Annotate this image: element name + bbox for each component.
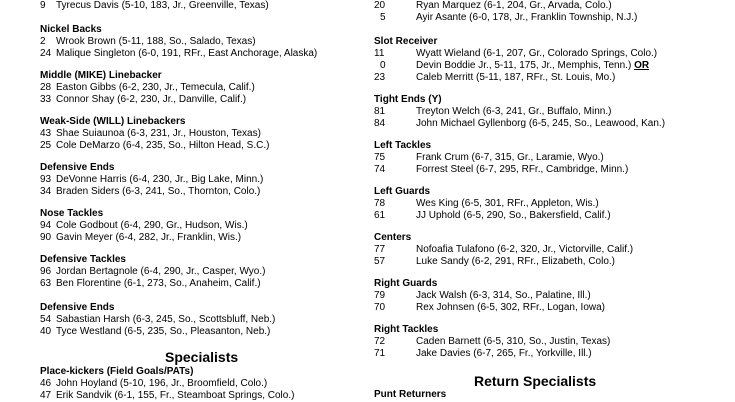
section-heading: Defensive Tackles xyxy=(40,254,126,265)
section-heading: Nose Tackles xyxy=(40,208,104,219)
jersey-number: 40 xyxy=(40,326,52,337)
player-name: Shae Suiaunoa (6-3, 231, Jr., Houston, Texas) xyxy=(56,128,261,139)
player-name: Nofoafia Tulafono (6-2, 320, Jr., Victorville, Calif.) xyxy=(416,244,634,255)
jersey-number: 46 xyxy=(40,378,52,389)
player-name: Erik Sandvik (6-1, 155, Fr., Steamboat Springs, Colo.) xyxy=(56,390,295,401)
section-heading: Centers xyxy=(374,232,412,243)
player-name: Ryan Marquez (6-1, 204, Gr., Arvada, Colo.) xyxy=(416,0,612,11)
jersey-number: 2 xyxy=(40,36,46,47)
jersey-number: 23 xyxy=(374,72,386,83)
section-heading: Left Guards xyxy=(374,186,431,197)
player-name-text: Devin Boddie Jr., 5-11, 175, Jr., Memphis, Tenn.) xyxy=(416,60,632,71)
player-name: Frank Crum (6-7, 315, Gr., Laramie, Wyo.) xyxy=(416,152,604,163)
player-name: Ben Florentine (6-1, 273, So., Anaheim, Calif.) xyxy=(56,278,261,289)
player-name: Caden Barnett (6-5, 310, So., Justin, Texas) xyxy=(416,336,611,347)
player-name: Tyrecus Davis (5-10, 183, Jr., Greenville, Texas) xyxy=(56,0,269,11)
player-name: Sabastian Harsh (6-3, 245, So., Scottsbluff, Neb.) xyxy=(56,314,276,325)
player-name: Wyatt Wieland (6-1, 207, Gr., Colorado Springs, Colo.) xyxy=(416,48,658,59)
player-name: Wes King (6-5, 301, RFr., Appleton, Wis.) xyxy=(416,198,599,209)
jersey-number: 0 xyxy=(380,60,386,71)
jersey-number: 61 xyxy=(374,210,386,221)
jersey-number: 5 xyxy=(380,12,386,23)
player-name: Cole Godbout (6-4, 290, Gr., Hudson, Wis.) xyxy=(56,220,248,231)
player-name: Tyce Westland (6-5, 235, So., Pleasanton, Neb.) xyxy=(56,326,271,337)
jersey-number: 57 xyxy=(374,256,386,267)
jersey-number: 25 xyxy=(40,140,52,151)
jersey-number: 96 xyxy=(40,266,52,277)
jersey-number: 54 xyxy=(40,314,52,325)
player-name: John Michael Gyllenborg (6-5, 245, So., Leawood, Kan.) xyxy=(416,118,666,129)
jersey-number: 9 xyxy=(40,0,46,11)
section-heading: Right Tackles xyxy=(374,324,439,335)
section-heading: Defensive Ends xyxy=(40,162,115,173)
section-heading: Punt Returners xyxy=(374,389,447,400)
jersey-number: 72 xyxy=(374,336,386,347)
player-name: Jordan Bertagnole (6-4, 290, Jr., Casper, Wyo.) xyxy=(56,266,266,277)
player-name: JJ Uphold (6-5, 290, So., Bakersfield, Calif.) xyxy=(416,210,611,221)
player-name: John Hoyland (5-10, 196, Jr., Broomfield, Colo.) xyxy=(56,378,268,389)
specialists-heading: Specialists xyxy=(165,349,239,365)
return-specialists-heading: Return Specialists xyxy=(474,373,597,389)
player-name: Forrest Steel (6-7, 295, RFr., Cambridge, Minn.) xyxy=(416,164,629,175)
jersey-number: 28 xyxy=(40,82,52,93)
jersey-number: 74 xyxy=(374,164,386,175)
jersey-number: 33 xyxy=(40,94,52,105)
player-name: Rex Johnsen (6-5, 302, RFr., Logan, Iowa) xyxy=(416,302,605,313)
player-name: Luke Sandy (6-2, 291, RFr., Elizabeth, Colo.) xyxy=(416,256,615,267)
jersey-number: 90 xyxy=(40,232,52,243)
jersey-number: 77 xyxy=(374,244,386,255)
jersey-number: 78 xyxy=(374,198,386,209)
jersey-number: 63 xyxy=(40,278,52,289)
section-heading: Slot Receiver xyxy=(374,36,438,47)
player-name: Cole DeMarzo (6-4, 235, So., Hilton Head, S.C.) xyxy=(56,140,270,151)
player-name: Easton Gibbs (6-2, 230, Jr., Temecula, Calif.) xyxy=(56,82,255,93)
player-name xyxy=(416,60,649,72)
section-heading: Place-kickers (Field Goals/PATs) xyxy=(40,366,194,377)
jersey-number: 47 xyxy=(40,390,52,401)
section-heading: Left Tackles xyxy=(374,140,432,151)
jersey-number: 93 xyxy=(40,174,52,185)
section-heading: Tight Ends (Y) xyxy=(374,94,442,105)
section-heading: Middle (MIKE) Linebacker xyxy=(40,70,162,81)
jersey-number: 43 xyxy=(40,128,52,139)
jersey-number: 75 xyxy=(374,152,386,163)
jersey-number: 81 xyxy=(374,106,386,117)
or-marker: OR xyxy=(634,60,650,71)
player-name: Ayir Asante (6-0, 178, Jr., Franklin Township, N.J.) xyxy=(416,12,638,23)
jersey-number: 79 xyxy=(374,290,386,301)
player-name: Braden Siders (6-3, 241, So., Thornton, Colo.) xyxy=(56,186,261,197)
jersey-number: 71 xyxy=(374,348,386,359)
player-name: Jake Davies (6-7, 265, Fr., Yorkville, Ill.) xyxy=(416,348,592,359)
jersey-number: 94 xyxy=(40,220,52,231)
section-heading: Weak-Side (WILL) Linebackers xyxy=(40,116,186,127)
section-heading: Right Guards xyxy=(374,278,438,289)
player-name: Wrook Brown (5-11, 188, So., Salado, Texas) xyxy=(56,36,256,47)
section-heading: Defensive Ends xyxy=(40,302,115,313)
jersey-number: 84 xyxy=(374,118,386,129)
section-heading: Nickel Backs xyxy=(40,24,102,35)
player-name: Connor Shay (6-2, 230, Jr., Danville, Calif.) xyxy=(56,94,247,105)
player-name: Caleb Merritt (5-11, 187, RFr., St. Louis, Mo.) xyxy=(416,72,616,83)
jersey-number: 20 xyxy=(374,0,386,11)
jersey-number: 70 xyxy=(374,302,386,313)
player-name: Treyton Welch (6-3, 241, Gr., Buffalo, Minn.) xyxy=(416,106,612,117)
player-name: Malique Singleton (6-0, 191, RFr., East Anchorage, Alaska) xyxy=(56,48,318,59)
player-name: Gavin Meyer (6-4, 282, Jr., Franklin, Wis.) xyxy=(56,232,242,243)
jersey-number: 24 xyxy=(40,48,52,59)
player-name: DeVonne Harris (6-4, 230, Jr., Big Lake, Minn.) xyxy=(56,174,264,185)
jersey-number: 34 xyxy=(40,186,52,197)
player-name: Jack Walsh (6-3, 314, So., Palatine, Ill.) xyxy=(416,290,591,301)
jersey-number: 11 xyxy=(374,48,385,59)
